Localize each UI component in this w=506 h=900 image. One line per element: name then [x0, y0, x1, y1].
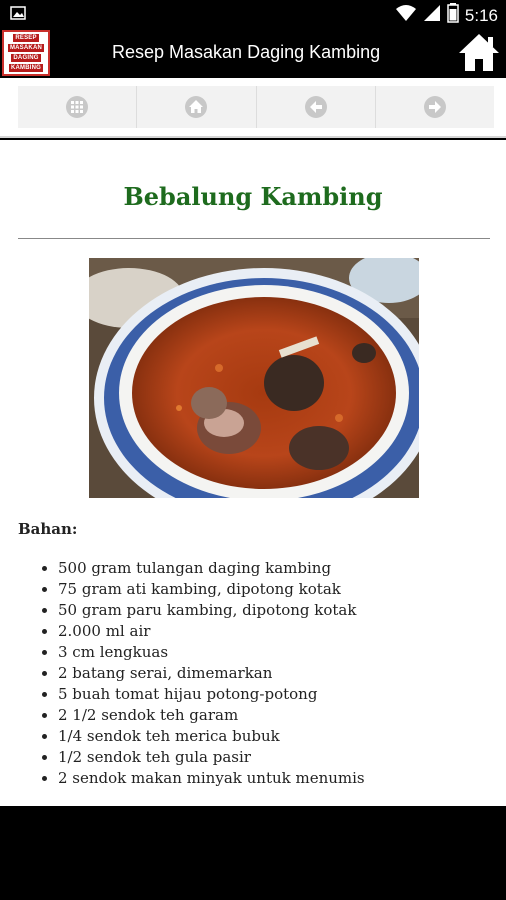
- recipe-title: Bebalung Kambing: [123, 182, 383, 211]
- home-icon: [184, 95, 208, 119]
- grid-icon: [65, 95, 89, 119]
- logo-text: KAMBING: [10, 65, 42, 71]
- list-item: • 75 gram ati kambing, dipotong kotak: [58, 579, 365, 600]
- home-button[interactable]: [456, 30, 502, 76]
- list-item: • 50 gram paru kambing, dipotong kotak: [58, 600, 365, 621]
- recipe-photo: [89, 258, 419, 498]
- home-icon: [456, 30, 502, 76]
- status-bar: [0, 0, 506, 28]
- list-item: • 1/2 sendok teh gula pasir: [58, 747, 365, 768]
- ingredients-label: Bahan:: [18, 520, 78, 538]
- list-item: • 3 cm lengkuas: [58, 642, 365, 663]
- bottom-bar: [0, 806, 506, 900]
- logo-text: MASAKAN: [9, 45, 43, 51]
- list-item: • 2 sendok makan minyak untuk menumis: [58, 768, 365, 789]
- image-icon: [10, 6, 26, 25]
- nav-toolbar: [0, 78, 506, 138]
- grid-button[interactable]: [18, 86, 137, 128]
- arrow-right-icon: [423, 95, 447, 119]
- list-item: • 1/4 sendok teh merica bubuk: [58, 726, 365, 747]
- list-item: • 500 gram tulangan daging kambing: [58, 558, 365, 579]
- battery-icon: [447, 3, 459, 28]
- logo-text: RESEP: [15, 35, 37, 41]
- divider: [18, 238, 490, 239]
- list-item: • 2 1/2 sendok teh garam: [58, 705, 365, 726]
- home-nav-button[interactable]: [137, 86, 256, 128]
- list-item: • 2 batang serai, dimemarkan: [58, 663, 365, 684]
- clock-time: 5:16: [464, 5, 498, 25]
- signal-icon: [423, 4, 441, 27]
- logo-text: DAGING: [13, 55, 39, 61]
- list-item: • 2.000 ml air: [58, 621, 365, 642]
- list-item: • 5 buah tomat hijau potong-potong: [58, 684, 365, 705]
- app-logo: [2, 30, 50, 76]
- back-button[interactable]: [257, 86, 376, 128]
- forward-button[interactable]: [376, 86, 494, 128]
- app-bar: [0, 28, 506, 78]
- arrow-left-icon: [304, 95, 328, 119]
- app-title: Resep Masakan Daging Kambing: [112, 42, 381, 62]
- ingredients-list: [58, 558, 365, 789]
- wifi-icon: [395, 4, 417, 27]
- recipe-content[interactable]: [0, 140, 506, 806]
